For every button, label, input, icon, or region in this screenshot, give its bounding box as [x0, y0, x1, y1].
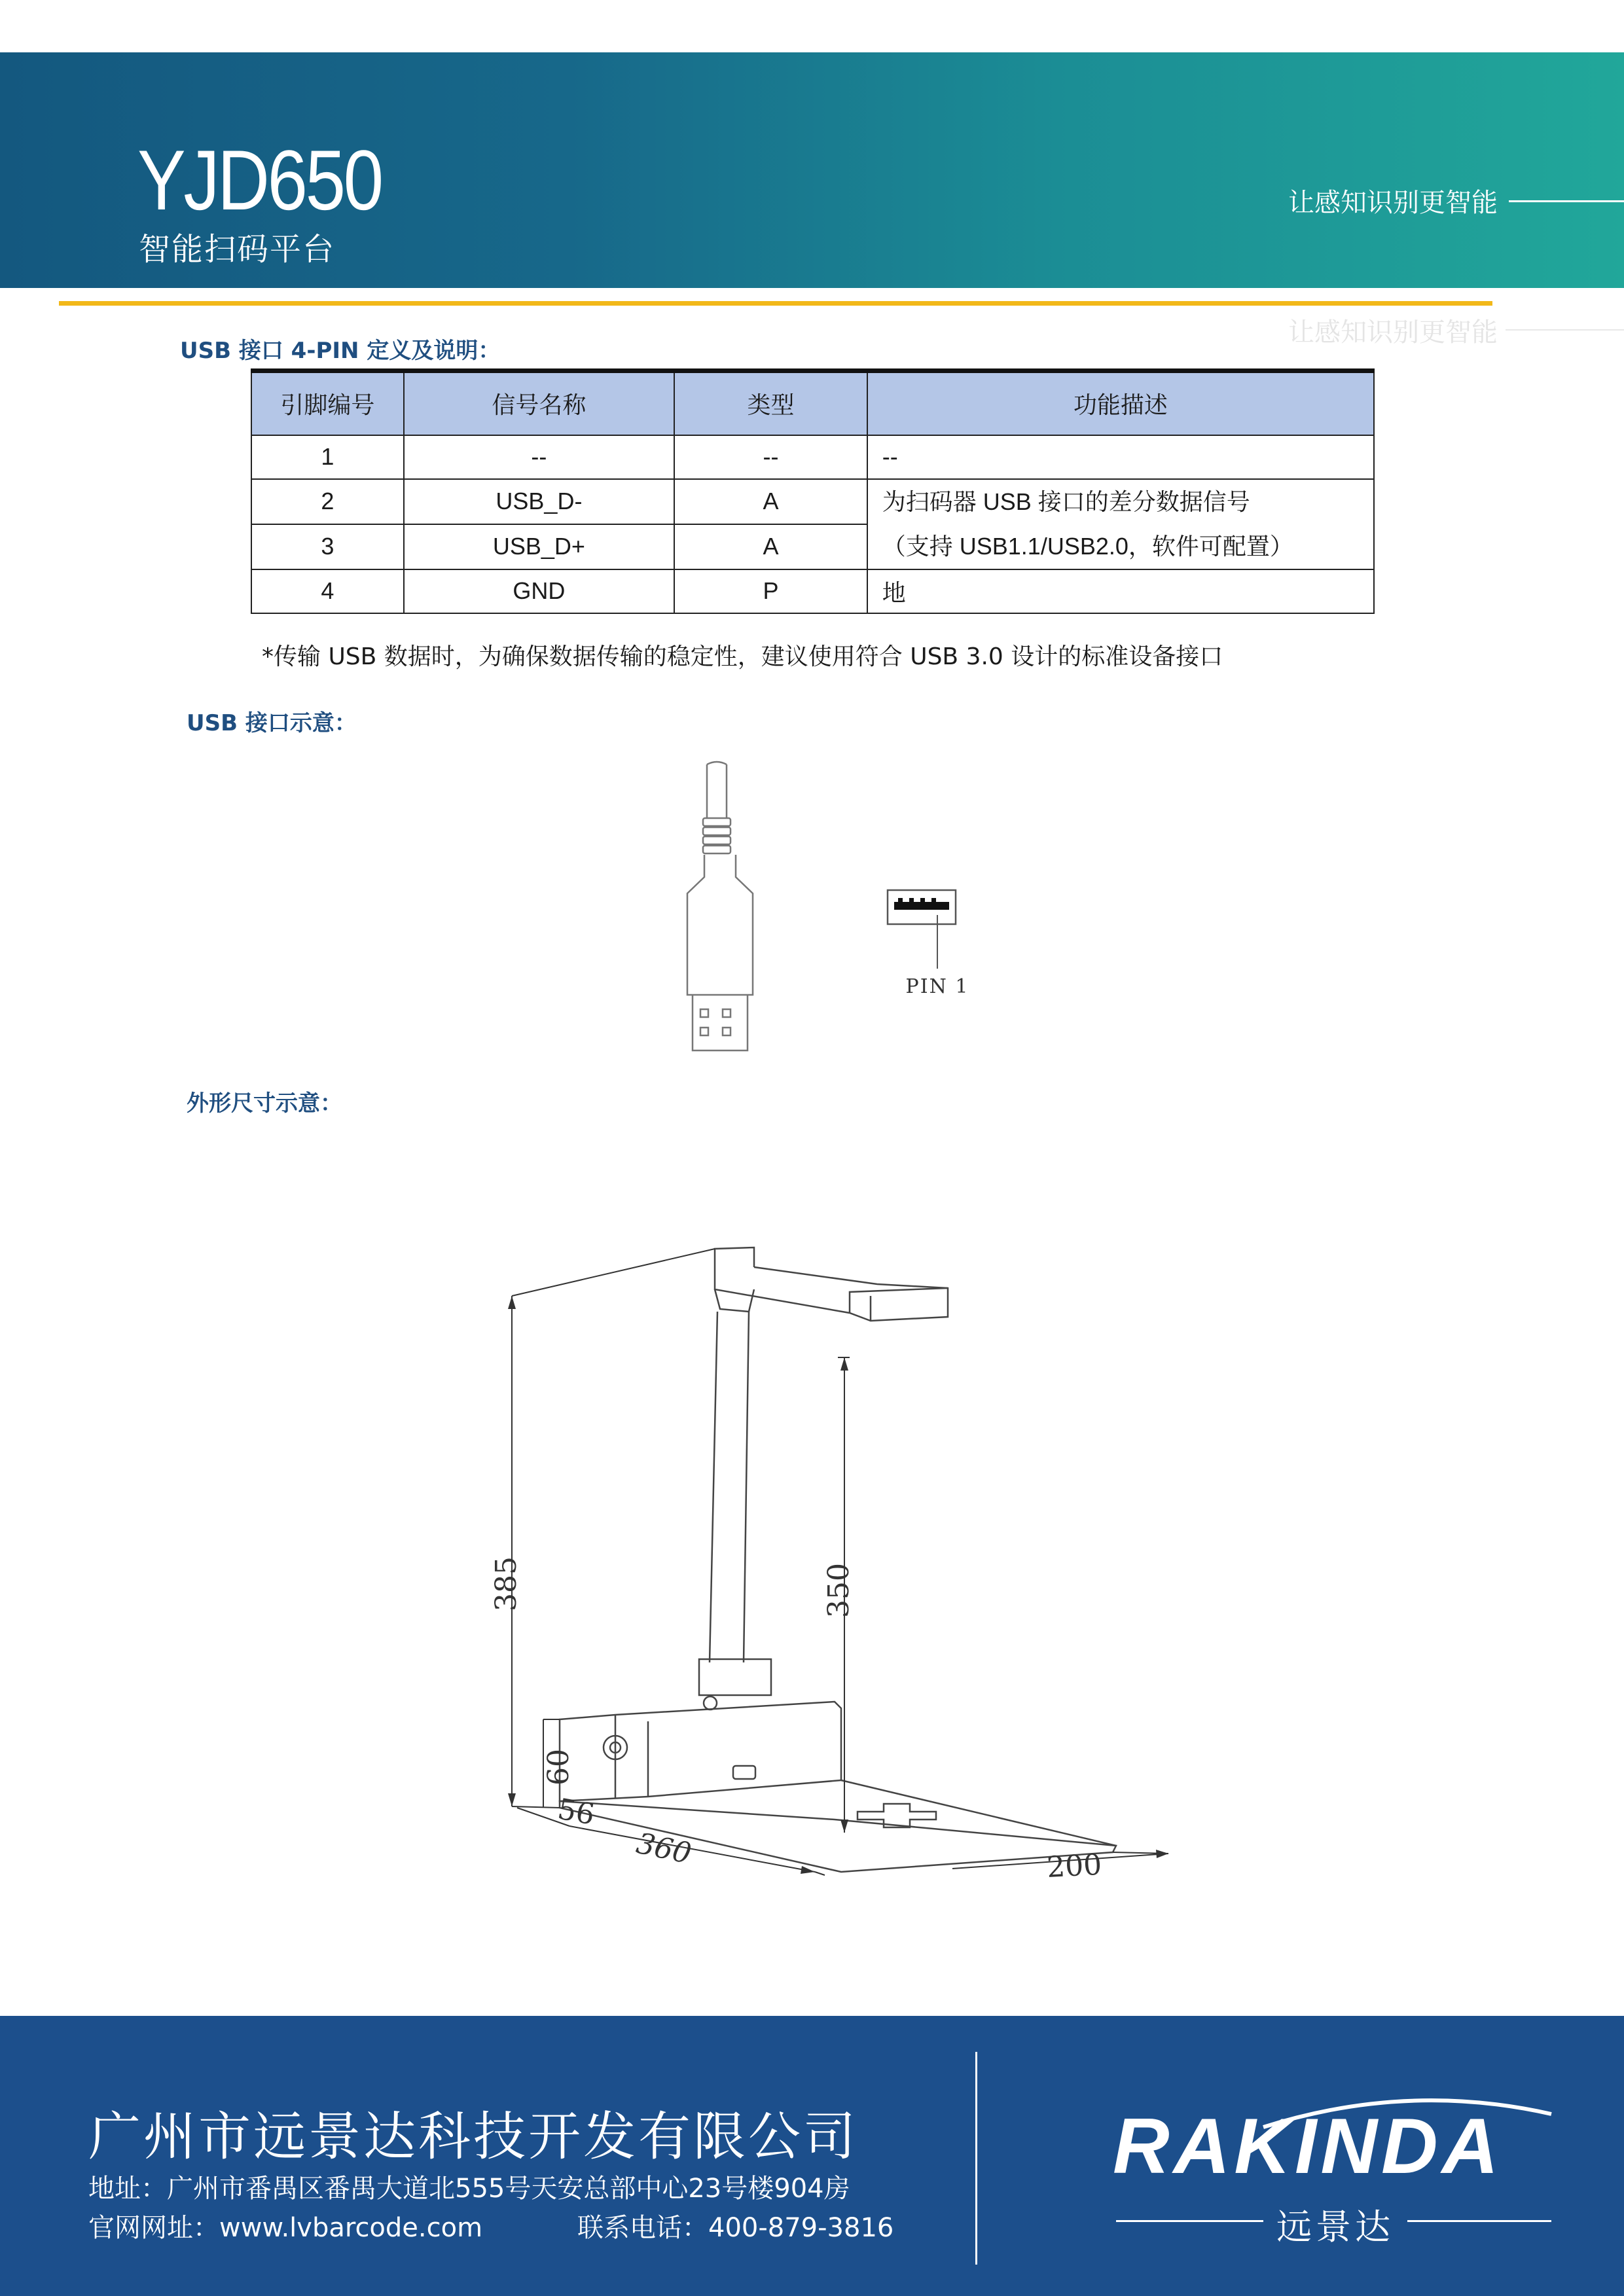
cell-pin: 3 — [251, 524, 404, 569]
header-desc: 功能描述 — [867, 371, 1374, 435]
cell-desc: 地 — [867, 569, 1374, 613]
model-title: YJD650 — [137, 132, 382, 228]
cell-pin: 2 — [251, 479, 404, 524]
slogan-shadow-rule — [1506, 329, 1624, 331]
cell-pin: 4 — [251, 569, 404, 613]
company-website: 官网网址：www.lvbarcode.com — [88, 2213, 483, 2243]
cell-desc: -- — [867, 435, 1374, 479]
usb-plug-icon — [687, 762, 753, 1050]
cell-signal: -- — [404, 435, 675, 479]
usb-connector-drawing — [655, 753, 1047, 1060]
dimension-lines — [512, 1249, 1168, 1875]
scanner-stand-outline — [560, 1247, 1116, 1872]
company-address: 地址：广州市番禺区番禺大道北555号天安总部中心23号楼904房 — [88, 2174, 850, 2204]
cell-desc-merged — [867, 479, 1374, 569]
pin-section-title: USB 接口 4-PIN 定义及说明： — [180, 338, 501, 364]
pin1-label: PIN 1 — [905, 975, 969, 998]
cell-type: A — [674, 524, 867, 569]
table-row — [251, 569, 1374, 613]
table-header-row — [251, 371, 1374, 435]
slogan-rule — [1509, 200, 1624, 202]
cell-type: -- — [674, 435, 867, 479]
header-pin: 引脚编号 — [251, 371, 404, 435]
table-row — [251, 479, 1374, 524]
cell-signal: GND — [404, 569, 675, 613]
usb-port-icon — [888, 890, 956, 969]
cell-pin: 1 — [251, 435, 404, 479]
dim-200: 200 — [1045, 1848, 1103, 1884]
brand-cn: 远景达 — [1276, 2206, 1394, 2248]
usb-section-title: USB 接口示意： — [187, 710, 357, 736]
cell-type: A — [674, 479, 867, 524]
cell-signal: USB_D- — [404, 479, 675, 524]
desc-line-2: （支持 USB1.1/USB2.0，软件可配置） — [882, 532, 1293, 560]
company-name: 广州市远景达科技开发有限公司 — [88, 2106, 858, 2167]
cell-type: P — [674, 569, 867, 613]
slogan: 让感知识别更智能 — [1288, 188, 1498, 218]
dim-360: 360 — [633, 1826, 695, 1871]
header-type: 类型 — [674, 371, 867, 435]
dim-60: 60 — [542, 1749, 575, 1785]
header-band — [0, 52, 1624, 288]
pin-definition-table — [251, 368, 1375, 614]
footer-band — [0, 2016, 1624, 2296]
table-row — [251, 435, 1374, 479]
desc-line-1: 为扫码器 USB 接口的差分数据信号 — [882, 488, 1250, 515]
dim-56: 56 — [555, 1792, 598, 1832]
product-subtitle: 智能扫码平台 — [139, 231, 336, 268]
brand-rule-left — [1116, 2220, 1263, 2222]
dim-section-title: 外形尺寸示意： — [187, 1090, 342, 1117]
header-signal: 信号名称 — [404, 371, 675, 435]
dimension-drawing — [458, 1244, 1211, 1898]
dim-385: 385 — [490, 1556, 523, 1611]
dim-350: 350 — [822, 1563, 856, 1618]
cell-signal: USB_D+ — [404, 524, 675, 569]
slogan-shadow: 让感知识别更智能 — [1288, 317, 1498, 348]
company-phone: 联系电话：400-879-3816 — [577, 2213, 894, 2243]
usb-note: *传输 USB 数据时，为确保数据传输的稳定性，建议使用符合 USB 3.0 设计的标准设备接口 — [262, 643, 1223, 670]
brand-logo: RAKINDA — [1113, 2102, 1503, 2190]
brand-rule-right — [1407, 2220, 1551, 2222]
gold-divider — [59, 301, 1492, 306]
footer-divider — [975, 2052, 977, 2265]
